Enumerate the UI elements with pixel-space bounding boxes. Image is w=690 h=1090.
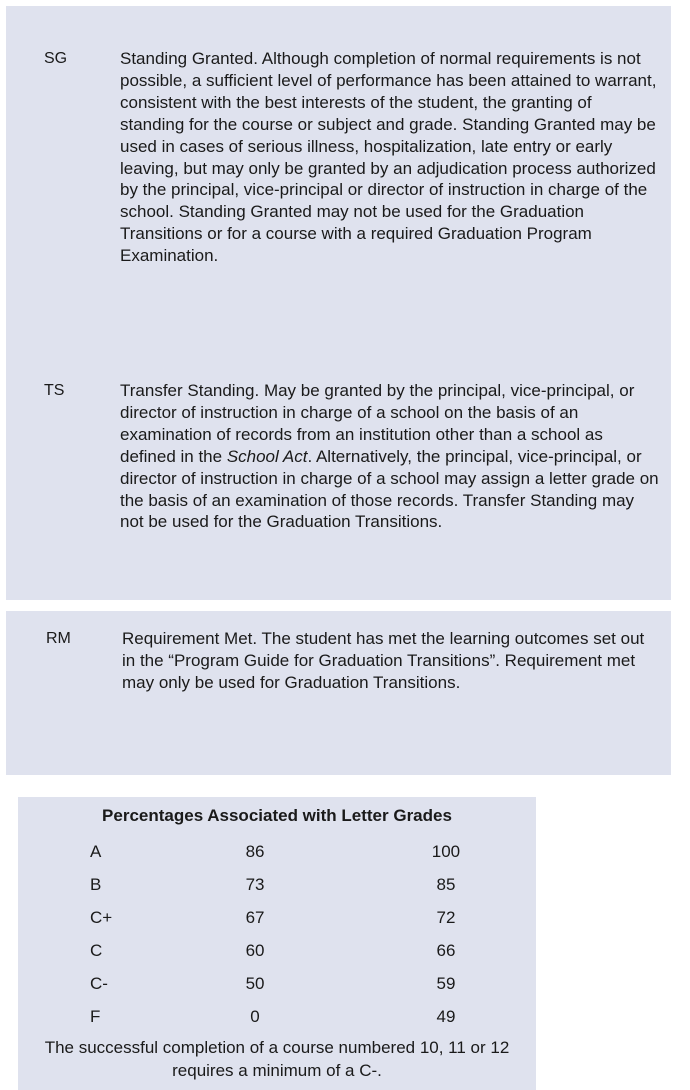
max-percent-cell: 59 <box>436 973 456 993</box>
description-text: Transfer Standing. May be granted by the principal, vice-principal, or director of instruction in charge of a school on the basis of an examination of records from an institution other than a school as defined in the <box>120 381 635 466</box>
letter-grade-cell: C <box>90 940 103 960</box>
letter-grade-cell: B <box>90 874 102 894</box>
letter-grades-table <box>18 835 536 1033</box>
grades-note: The successful completion of a course numbered 10, 11 or 12 requires a minimum of a C-. <box>44 1038 510 1080</box>
letter-grade-cell: A <box>90 841 102 861</box>
letter-grade-cell: F <box>90 1006 101 1026</box>
table-row <box>18 967 536 1000</box>
table-row <box>18 835 536 868</box>
min-percent-cell: 86 <box>245 841 265 861</box>
letter-grade-cell: C- <box>90 973 108 993</box>
min-percent-cell: 50 <box>245 973 265 993</box>
code-description: Requirement Met. The student has met the learning outcomes set out in the “Program Guide for Graduation Transitions”. Requirement met may only be used for Graduation Transitions. <box>122 629 645 692</box>
table-row <box>18 1000 536 1033</box>
max-percent-cell: 100 <box>431 841 461 861</box>
table-row <box>18 901 536 934</box>
school-act-reference: School Act <box>226 446 308 466</box>
code-label: SG <box>44 50 68 67</box>
description-text: . Alternatively, the principal, vice-principal, or director of instruction in charge of a school may assign a letter grade on the basis of an examination of those records. Transfer Standing may not be used for the Graduation Transitions. <box>120 446 659 532</box>
max-percent-cell: 72 <box>436 907 456 927</box>
code-description: Standing Granted. Although completion of normal requirements is not possible, a sufficient level of performance has been attained to warrant, consistent with the best interests of the student, the granting of standing for the course or subject and grade. Standing Granted may be used in cases of serious illness, hospitalization, late entry or early leaving, but may only be granted by an adjudication process authorized by the principal, vice-principal or director of instruction in charge of the school. Standing Granted may not be used for the Graduation Transitions or for a course with a required Graduation Program Examination. <box>120 49 657 266</box>
code-label: RM <box>46 630 71 647</box>
min-percent-cell: 60 <box>245 940 265 960</box>
min-percent-cell: 67 <box>245 907 265 927</box>
table-row <box>18 934 536 967</box>
max-percent-cell: 49 <box>436 1006 456 1026</box>
min-percent-cell: 0 <box>250 1006 260 1026</box>
code-description <box>120 380 660 533</box>
grades-table-title: Percentages Associated with Letter Grades <box>102 806 452 825</box>
code-label: TS <box>44 382 65 399</box>
table-row <box>18 868 536 901</box>
max-percent-cell: 66 <box>436 940 456 960</box>
max-percent-cell: 85 <box>436 874 456 894</box>
min-percent-cell: 73 <box>245 874 265 894</box>
letter-grade-cell: C+ <box>90 907 113 927</box>
